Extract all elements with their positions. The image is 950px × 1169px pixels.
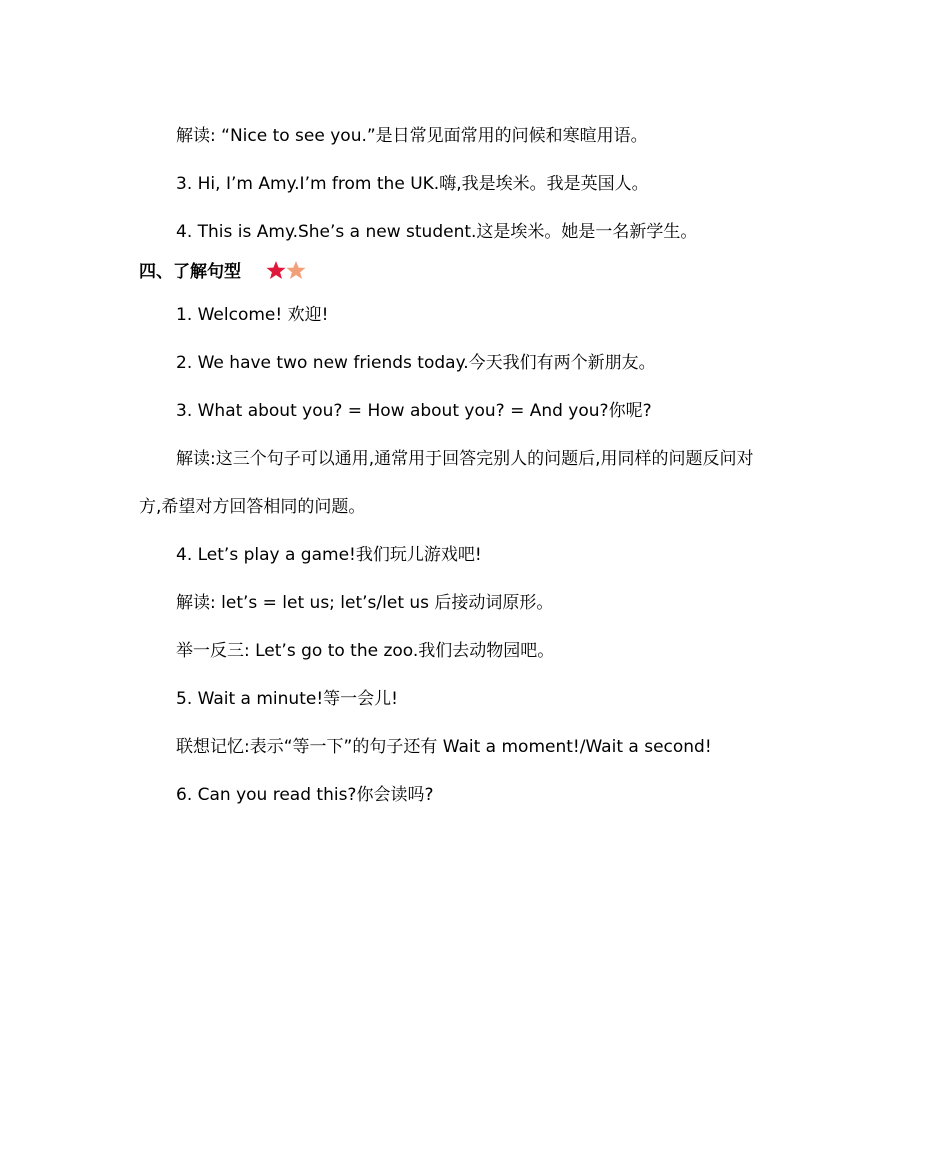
note-nice-to-see-you: 解读: “Nice to see you.”是日常见面常用的问候和寒暄用语。 (176, 126, 648, 146)
star-icon (287, 261, 306, 279)
section-heading: 四、了解句型 (139, 262, 241, 282)
note-lets: 解读: let’s = let us; let’s/let us 后接动词原形。 (176, 593, 554, 613)
sentence-4-this-is-amy: 4. This is Amy.She’s a new student.这是埃米。她是一名新学生。 (176, 222, 698, 242)
difficulty-stars (266, 260, 310, 282)
sentence-5-wait-a-minute: 5. Wait a minute!等一会儿! (176, 689, 398, 709)
note-interchangeable-line1: 解读:这三个句子可以通用,通常用于回答完别人的问题后,用同样的问题反问对 (176, 449, 754, 469)
note-wait-alternatives: 联想记忆:表示“等一下”的句子还有 Wait a moment!/Wait a second! (176, 737, 712, 757)
sentence-6-can-you-read: 6. Can you read this?你会读吗? (176, 785, 434, 805)
sentence-3-hi-im-amy: 3. Hi, I’m Amy.I’m from the UK.嗨,我是埃米。我是英国人。 (176, 174, 649, 194)
note-interchangeable-line2: 方,希望对方回答相同的问题。 (139, 497, 366, 517)
example-zoo: 举一反三: Let’s go to the zoo.我们去动物园吧。 (176, 641, 555, 661)
star-icon (267, 261, 286, 279)
sentence-2-two-new-friends: 2. We have two new friends today.今天我们有两个新朋友。 (176, 353, 656, 373)
sentence-1-welcome: 1. Welcome! 欢迎! (176, 305, 329, 325)
sentence-4-lets-play: 4. Let’s play a game!我们玩儿游戏吧! (176, 545, 482, 565)
sentence-3-what-about-you: 3. What about you? = How about you? = And you?你呢? (176, 401, 652, 421)
